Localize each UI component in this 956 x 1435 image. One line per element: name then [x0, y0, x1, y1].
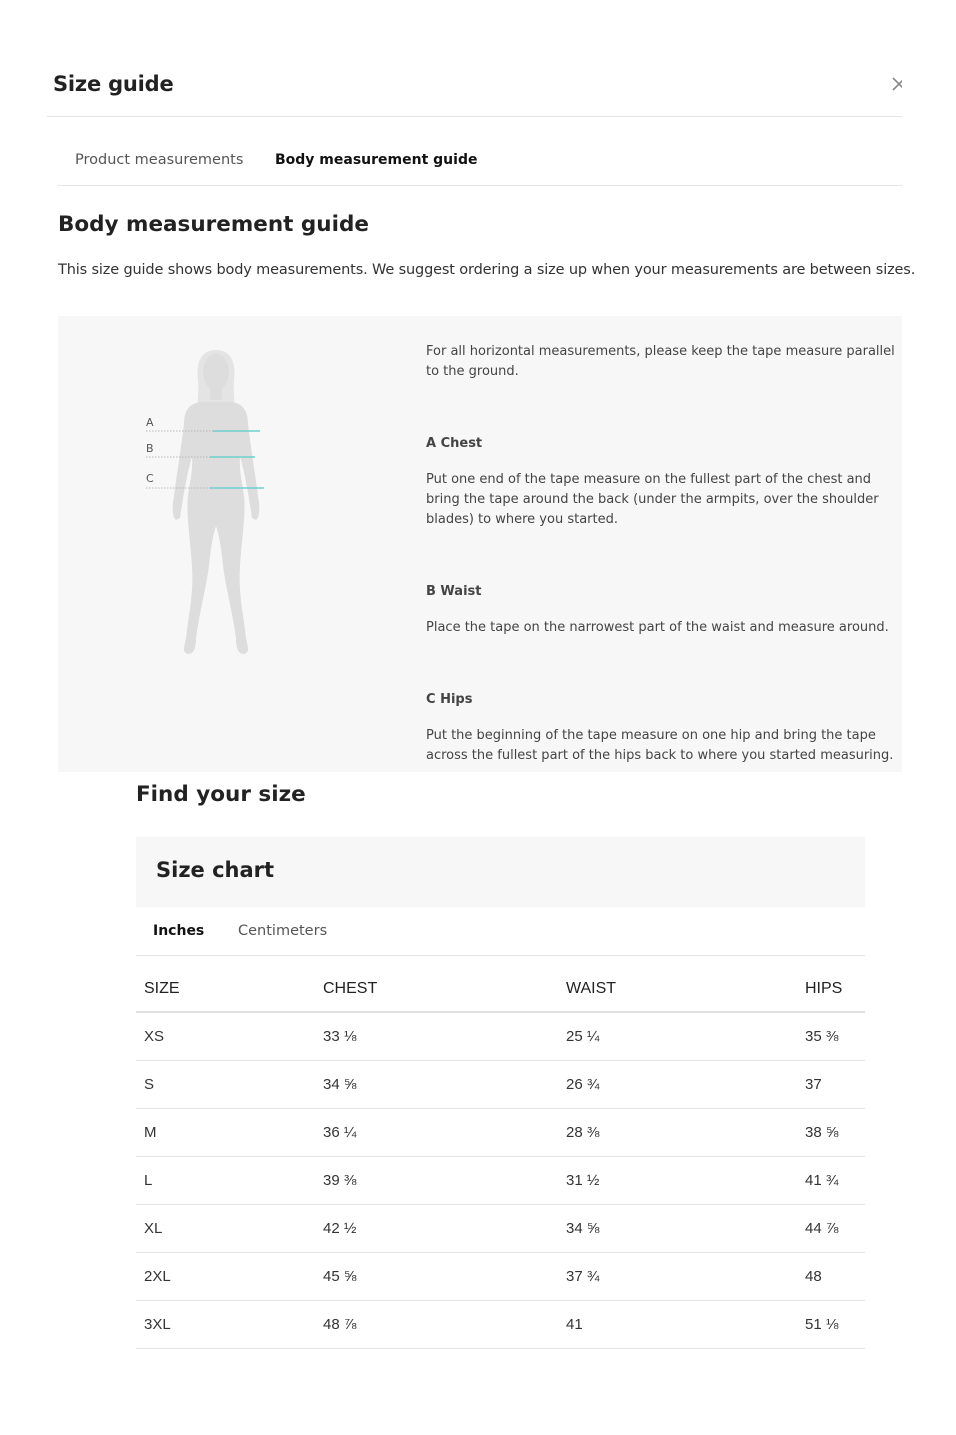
size-chart-header	[136, 837, 865, 907]
chest-cell: 42 ½	[315, 1204, 558, 1252]
chest-heading: A Chest	[426, 436, 483, 451]
waist-cell: 31 ½	[558, 1156, 797, 1204]
chest-cell: 48 ⅞	[315, 1300, 558, 1348]
table-row	[136, 1012, 865, 1060]
size-chart-title: Size chart	[156, 858, 275, 882]
table-row	[136, 1204, 865, 1252]
column-header-size: SIZE	[136, 962, 315, 1012]
hips-cell: 44 ⅞	[797, 1204, 865, 1252]
hips-cell: 35 ⅜	[797, 1012, 865, 1060]
size-cell: XS	[136, 1012, 315, 1060]
waist-cell: 41	[558, 1300, 797, 1348]
size-guide-tabs	[58, 140, 902, 186]
size-cell: S	[136, 1060, 315, 1108]
size-table	[136, 962, 865, 1349]
hips-cell: 48	[797, 1252, 865, 1300]
size-cell: M	[136, 1108, 315, 1156]
measurement-guide-panel	[58, 316, 902, 772]
column-header-chest: CHEST	[315, 962, 558, 1012]
table-row	[136, 1300, 865, 1348]
table-row	[136, 1156, 865, 1204]
chest-cell: 34 ⅝	[315, 1060, 558, 1108]
figure-label-c: C	[146, 472, 154, 485]
chest-cell: 39 ⅜	[315, 1156, 558, 1204]
figure-label-b: B	[146, 442, 154, 455]
column-header-hips: HIPS	[797, 962, 865, 1012]
body-guide-intro: This size guide shows body measurements. We suggest ordering a size up when your measurements are between sizes.	[58, 262, 916, 278]
modal-header	[47, 54, 902, 117]
column-header-waist: WAIST	[558, 962, 797, 1012]
size-cell: L	[136, 1156, 315, 1204]
horizontal-measurement-note: For all horizontal measurements, please keep the tape measure parallel to the ground.	[426, 344, 895, 379]
hips-heading: C Hips	[426, 692, 473, 707]
tab-inches[interactable]: Inches	[153, 923, 205, 939]
waist-description: Place the tape on the narrowest part of the waist and measure around.	[426, 620, 889, 635]
close-button[interactable]	[892, 72, 902, 96]
hips-cell: 38 ⅝	[797, 1108, 865, 1156]
body-figure-illustration	[138, 346, 298, 666]
waist-heading: B Waist	[426, 584, 482, 599]
size-cell: XL	[136, 1204, 315, 1252]
waist-cell: 34 ⅝	[558, 1204, 797, 1252]
hips-cell: 51 ⅛	[797, 1300, 865, 1348]
tab-body-measurement-guide[interactable]: Body measurement guide	[275, 152, 478, 168]
table-row	[136, 1252, 865, 1300]
close-icon	[892, 77, 902, 91]
figure-label-a: A	[146, 416, 154, 429]
chest-cell: 36 ¼	[315, 1108, 558, 1156]
chest-description: Put one end of the tape measure on the fullest part of the chest and bring the tape around the back (under the armpits, over the shoulder blades) to where you started.	[426, 472, 879, 527]
hips-cell: 37	[797, 1060, 865, 1108]
body-guide-title: Body measurement guide	[58, 212, 369, 237]
modal-title: Size guide	[53, 72, 174, 96]
size-cell: 3XL	[136, 1300, 315, 1348]
measurement-instructions	[426, 342, 896, 766]
unit-tabs	[136, 907, 865, 956]
hips-cell: 41 ¾	[797, 1156, 865, 1204]
table-row	[136, 1108, 865, 1156]
hips-description: Put the beginning of the tape measure on one hip and bring the tape across the fullest part of the hips back to where you started measuring.	[426, 728, 894, 763]
tab-centimeters[interactable]: Centimeters	[238, 923, 328, 939]
waist-cell: 28 ⅜	[558, 1108, 797, 1156]
chest-cell: 33 ⅛	[315, 1012, 558, 1060]
tab-product-measurements[interactable]: Product measurements	[75, 152, 244, 168]
size-cell: 2XL	[136, 1252, 315, 1300]
find-your-size-title: Find your size	[136, 782, 306, 807]
waist-cell: 37 ¾	[558, 1252, 797, 1300]
waist-cell: 25 ¼	[558, 1012, 797, 1060]
chest-cell: 45 ⅝	[315, 1252, 558, 1300]
table-row	[136, 1060, 865, 1108]
waist-cell: 26 ¾	[558, 1060, 797, 1108]
table-header-row	[136, 962, 865, 1012]
